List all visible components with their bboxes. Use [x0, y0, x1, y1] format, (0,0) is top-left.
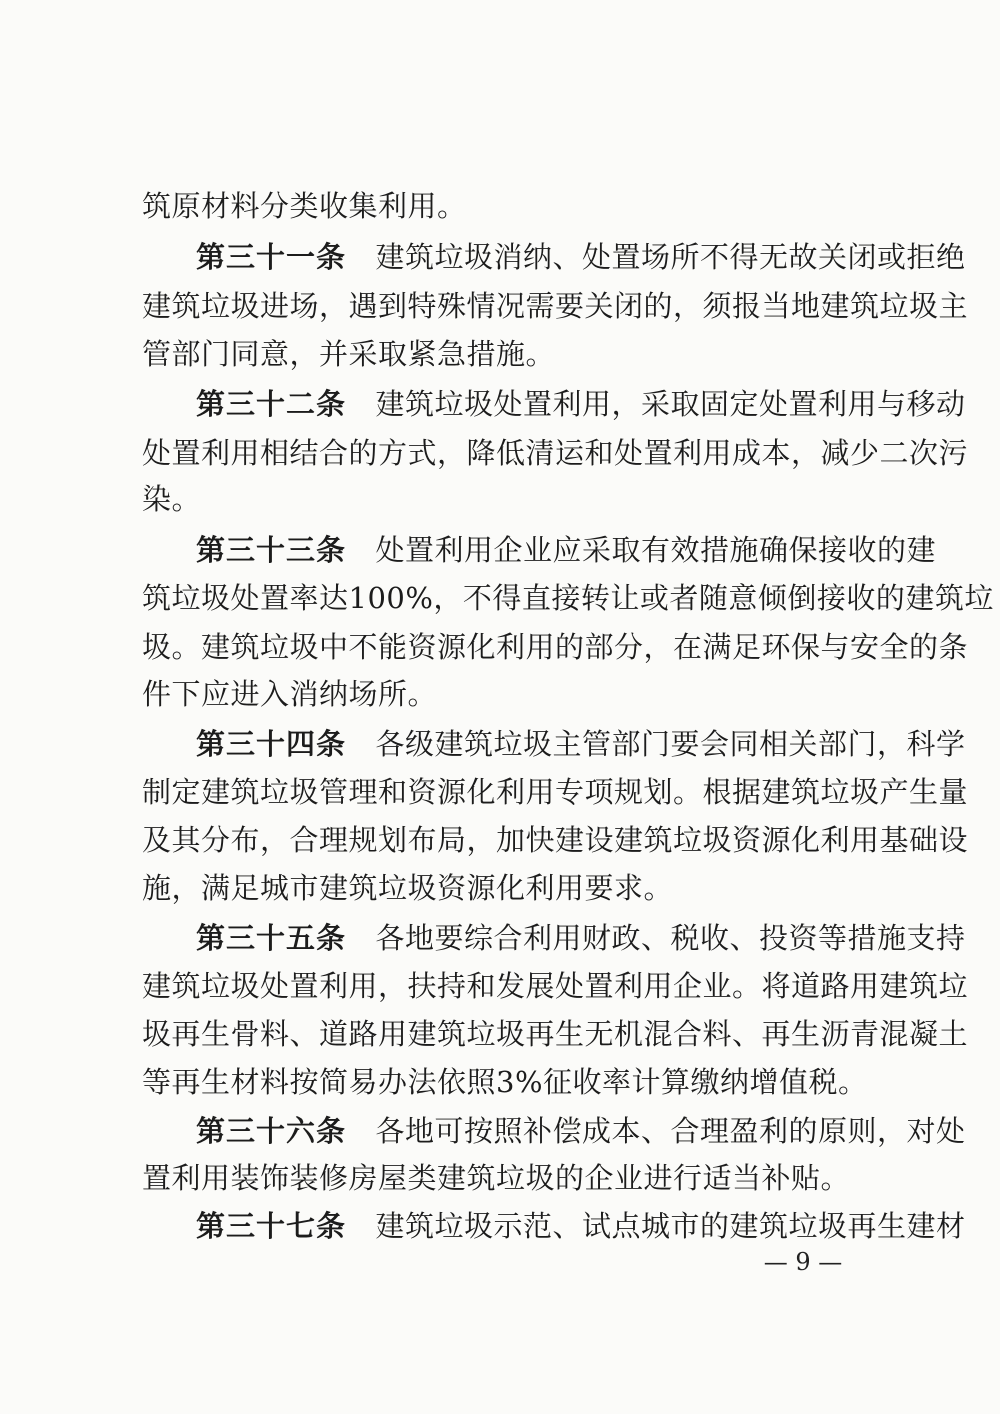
text-line — [142, 479, 872, 519]
article-heading: 第三十四条 — [196, 727, 347, 761]
paragraph-text: 建筑垃圾处置利用，采取固定处置利用与移动 — [346, 387, 966, 421]
paragraph-text: 各地可按照补偿成本、合理盈利的原则，对处 — [346, 1114, 966, 1148]
text-line — [142, 627, 969, 667]
paragraph-text: 圾。建筑垃圾中不能资源化利用的部分，在满足环保与安全的条 — [142, 630, 969, 664]
text-line — [142, 1158, 872, 1198]
article-37-first-line — [196, 1206, 966, 1246]
text-line — [142, 772, 969, 812]
article-31-first-line — [196, 237, 966, 277]
article-heading: 第三十二条 — [196, 387, 347, 421]
paragraph-text: 建筑垃圾进场，遇到特殊情况需要关闭的，须报当地建筑垃圾主 — [142, 289, 969, 323]
text-line — [142, 674, 872, 714]
article-heading: 第三十五条 — [196, 921, 347, 955]
paragraph-text: 处置利用企业应采取有效措施确保接收的建 — [346, 533, 937, 567]
paragraph-text: 管部门同意，并采取紧急措施。 — [142, 337, 556, 371]
text-line — [142, 820, 969, 860]
article-35-first-line — [196, 918, 966, 958]
article-34-first-line — [196, 724, 966, 764]
paragraph-text: 置利用装饰装修房屋类建筑垃圾的企业进行适当补贴。 — [142, 1161, 851, 1195]
text-line — [142, 966, 969, 1006]
article-heading: 第三十三条 — [196, 533, 347, 567]
paragraph-text: 施，满足城市建筑垃圾资源化利用要求。 — [142, 871, 674, 905]
text-line — [142, 1014, 969, 1054]
paragraph-text: 制定建筑垃圾管理和资源化利用专项规划。根据建筑垃圾产生量 — [142, 775, 969, 809]
paragraph-text: 各地要综合利用财政、税收、投资等措施支持 — [346, 921, 966, 955]
paragraph-text: 件下应进入消纳场所。 — [142, 677, 438, 711]
text-line — [142, 578, 994, 618]
text-line — [142, 433, 969, 473]
text-line — [142, 1062, 872, 1102]
article-heading: 第三十六条 — [196, 1114, 347, 1148]
paragraph-text: 等再生材料按简易办法依照3%征收率计算缴纳增值税。 — [142, 1065, 868, 1099]
paragraph-text: 建筑垃圾示范、试点城市的建筑垃圾再生建材 — [346, 1209, 966, 1243]
paragraph-text: 各级建筑垃圾主管部门要会同相关部门，科学 — [346, 727, 966, 761]
text-line — [142, 868, 872, 908]
article-32-first-line — [196, 384, 966, 424]
text-line — [142, 286, 969, 326]
text-line — [142, 334, 872, 374]
paragraph-text: 圾再生骨料、道路用建筑垃圾再生无机混合料、再生沥青混凝土 — [142, 1017, 969, 1051]
paragraph-text: 建筑垃圾处置利用，扶持和发展处置利用企业。将道路用建筑垃 — [142, 969, 969, 1003]
paragraph-text: 及其分布，合理规划布局，加快建设建筑垃圾资源化利用基础设 — [142, 823, 969, 857]
paragraph-text: 染。 — [142, 482, 202, 516]
paragraph-text: 建筑垃圾消纳、处置场所不得无故关闭或拒绝 — [346, 240, 966, 274]
page-number: — 9 — — [763, 1248, 843, 1276]
text-line — [142, 186, 872, 226]
paragraph-text: 筑垃圾处置率达100%，不得直接转让或者随意倾倒接收的建筑垃 — [142, 581, 994, 615]
article-33-first-line — [196, 530, 937, 570]
article-heading: 第三十一条 — [196, 240, 347, 274]
article-heading: 第三十七条 — [196, 1209, 347, 1243]
paragraph-text: 处置利用相结合的方式，降低清运和处置利用成本，减少二次污 — [142, 436, 969, 470]
paragraph-text: 筑原材料分类收集利用。 — [142, 189, 467, 223]
article-36-first-line — [196, 1111, 966, 1151]
